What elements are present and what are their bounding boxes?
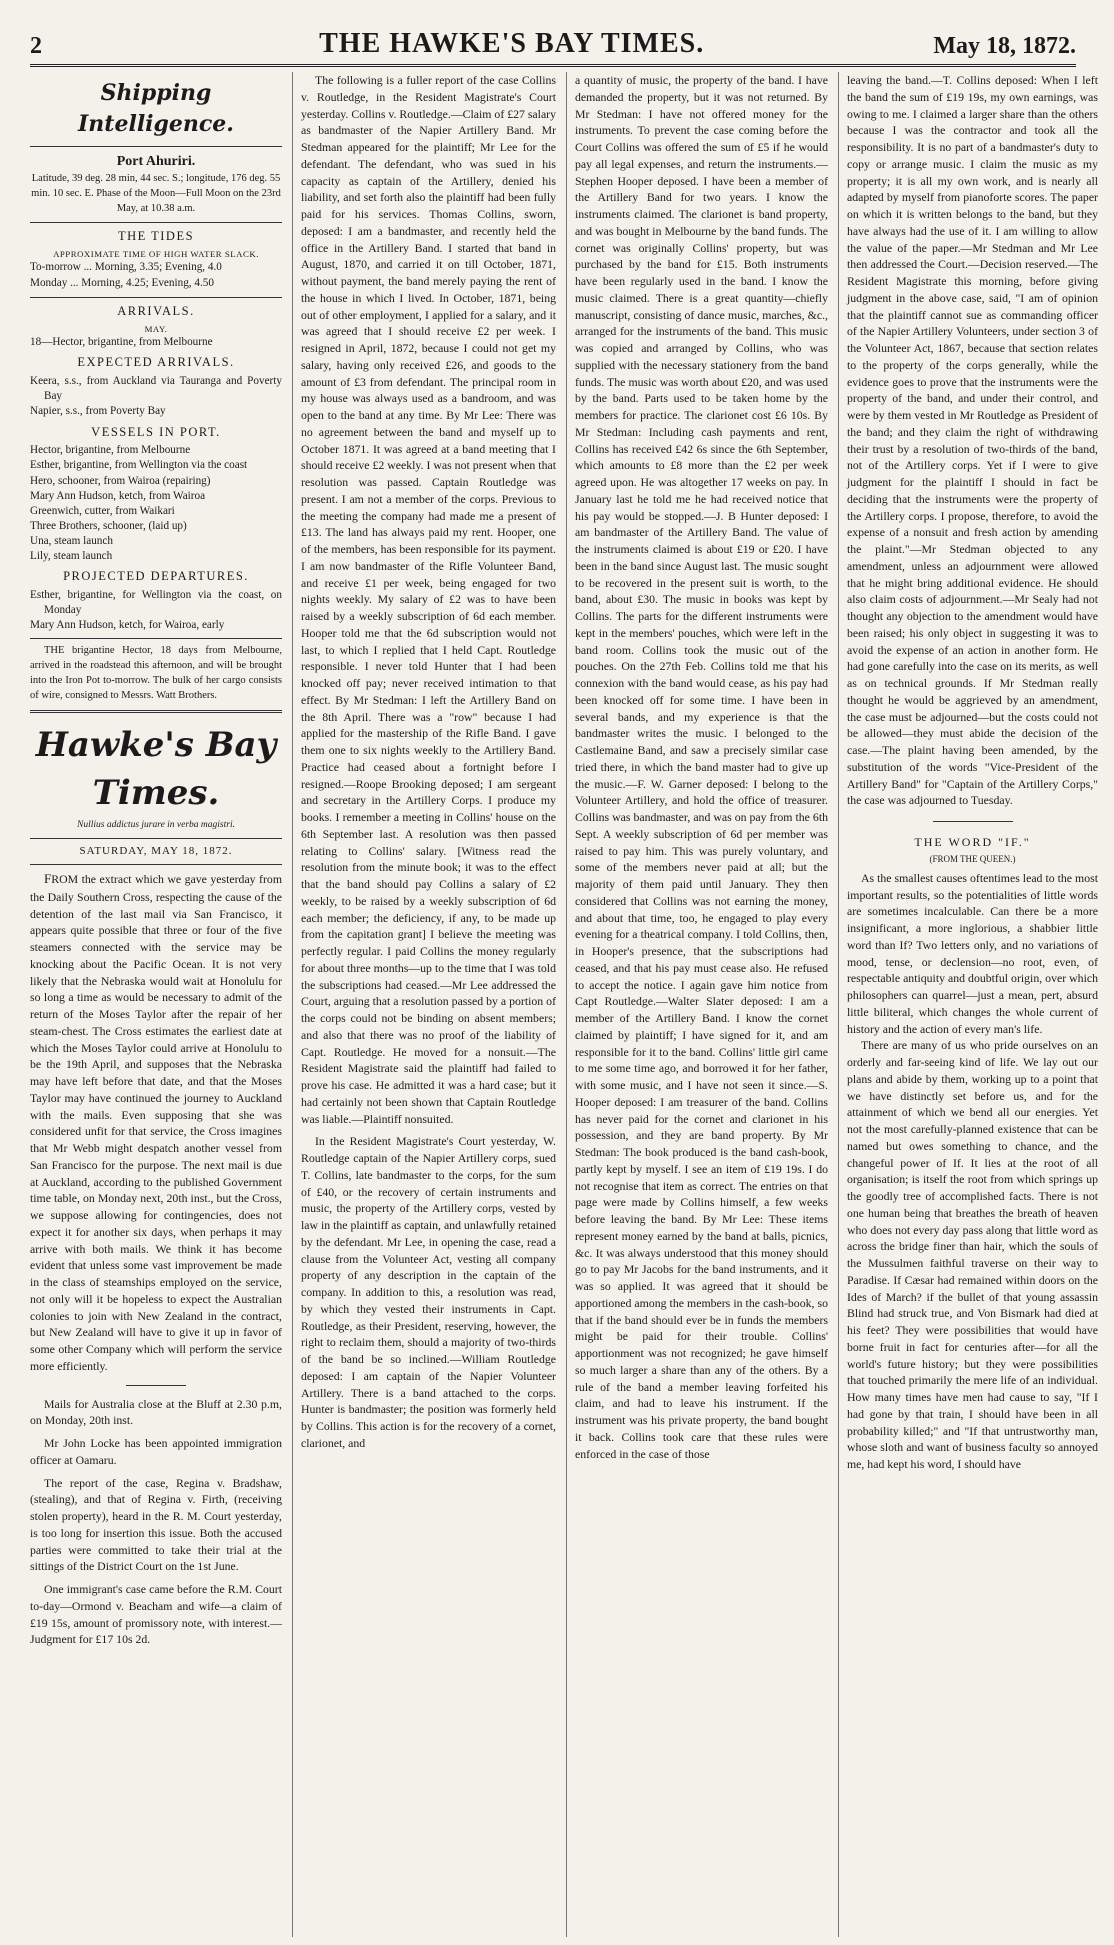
newspaper-title: THE HAWKE'S BAY TIMES.: [319, 28, 705, 59]
list-item: Esther, brigantine, for Wellington via the coast, on Monday: [30, 588, 282, 617]
editorial-dateline: SATURDAY, MAY 18, 1872.: [79, 844, 233, 857]
tides-subtitle: APPROXIMATE TIME OF HIGH WATER SLACK.: [53, 248, 259, 259]
court-report-paragraph: leaving the band.—T. Collins deposed: When I left the band the sum of £19 19s, my own earnings, was owing to me. I claimed a larger share than the others because I was the contractor and took all the responsibility. It is no part of a bandmaster's duty to copy or arrange music. I claim the music as my property; it is all my own work, and is nearly all adapted by myself from pianoforte scores. The paper on which it is written belongs to the band, but they have always had the use of it. I am willing to allow the value of the paper.—Mr Stedman and Mr Lee then addressed the Court.—Decision reserved.—The Resident Magistrate this morning, before giving judgment in the above case, said, "I am of opinion that the plaintiff cannot sue as commanding officer of the Napier Artillery Volunteers, under section 3 of the Volunteer Act, 1867, because that section relates to the property of the corps generally, while the evidence goes to prove that the instruments were the property of the band, and under their control, and were by them vested in Mr Routledge as President of the band; and they claim the right of withdrawing their trust by a resolution of two-thirds of the band, not of the Artillery corps. Yet if I were to give judgment for the plaintiff I should in fact be deciding that the instruments were the property of the Artillery corps. I propose, therefore, to avoid the expense of a nonsuit and fresh action by amending the plaint."—Mr Stedman objected to any amendment, unless an adjournment were allowed that he might bring additional evidence. He should also claim costs of adjournment.—Mr Sealy had not thought any objection to the amendment would have been raised; his only object in suggesting it was to avoid the expense of an action in another form. He had gone carefully into the case on its merits, as well as on technical grounds. If Mr Stedman really thought he would be aggrieved by an amendment, the case must be adjourned—but the costs could not be allowed—they must abide the decision of the case.—The plaint having been amended, by the substitution of the words "Vice-President of the Artillery Band" for "Captain of the Artillery Corps," the case was adjourned to Tuesday.: [847, 73, 1098, 808]
article-title: THE WORD "IF.": [914, 835, 1031, 849]
article-paragraph: There are many of us who pride ourselves on an orderly and far-seeing kind of life. We lay out our plans and abide by them, working up to a point that we have distinctly set before us, and for the attainment of which we bend all our energies. Yet not the most carefully-planned existence that can be named but owes something to chance, and the changeful power of If. It lies at the root of all organisation; is itself the root from which springs up the goodly tree of accomplished facts. There is not one human being that breathes the breath of heaven who does not every day pass along that little word as across the bridge finer than hair, which the souls of the Mussulmen faithful traverse on their way to Paradise. If Cæsar had remained within doors on the Ides of March? if the bullet of that young assassin Blind had struck true, and Von Bismark had died at his feet? They were possibilities that would have borne fruit in fact for centuries after—for all the world's future history; but they were possibilities that touched primarily the mere life of an individual. How many times have men had cause to say, "If I had gone by that train, I should have been in all probability killed;" and "If that untrustworthy man, whose sloth and want of business faculty so annoyed me, had kept his word, I should have: [847, 1038, 1098, 1472]
column-1: [30, 72, 282, 1937]
divider: [30, 222, 282, 223]
expected-title: EXPECTED ARRIVALS.: [77, 355, 235, 370]
divider: [30, 146, 282, 147]
list-item: Una, steam launch: [30, 534, 113, 547]
departures-list: [30, 588, 282, 633]
masthead: [30, 22, 1076, 67]
column-2: [292, 72, 556, 1937]
list-item: Hector, brigantine, from Melbourne: [30, 444, 191, 457]
list-item: Lily, steam launch: [30, 550, 113, 563]
page-number: 2: [30, 33, 42, 59]
column-3: [566, 72, 828, 1937]
tide-row: Monday ... Morning, 4.25; Evening, 4.50: [30, 277, 214, 290]
news-note: Mails for Australia close at the Bluff at 2.30 p.m, on Monday, 20th inst.: [30, 1396, 282, 1428]
list-item: Esther, brigantine, from Wellington via the coast: [30, 459, 248, 472]
list-item: 18—Hector, brigantine, from Melbourne: [30, 336, 213, 349]
list-item: Napier, s.s., from Poverty Bay: [30, 405, 166, 418]
article-source: (FROM THE QUEEN.): [929, 854, 1016, 865]
tide-row: To-morrow ... Morning, 3.35; Evening, 4.0: [30, 261, 222, 274]
departures-title: PROJECTED DEPARTURES.: [63, 569, 249, 584]
divider: [30, 864, 282, 865]
shipping-title: Shipping Intelligence.: [78, 80, 234, 138]
motto: Nullius addictus jurare in verba magistri.: [77, 820, 235, 831]
court-report-paragraph: The following is a fuller report of the case Collins v. Routledge, in the Resident Magistrate's Court yesterday. Collins v. Routledge.—Claim of £27 salary as bandmaster of the Napier Artillery Band. Mr Stedman appeared for the plaintiff; Mr Lee for the defendant. The defendant, who was sued in his capacity as captain of the Artillery, denied his liability, and set forth also the plaintiff had been fully paid for his services. Thomas Collins, sworn, deposed: I am a bandmaster, and recently held the office in the Artillery Band. I started that band in August, 1870, and carried it on till October, 1871, without payment, the band merely paying the rent of the house in which I lived. In October, 1871, being out of other employment, I applied for a salary, and it was agreed that I should receive £2 per week. I resigned in April, 1872, because I could not get my salary, having only received £26, and goods to the amount of £3 from defendant. The principal room in my house was always used as a bandroom, and was open to the band at any time. By Mr Lee: There was no agreement between the band and myself up to October 1871. It was agreed at a band meeting that I should receive £2 weekly. I was not present when that resolution was passed. Captain Routledge was present. I am not a member of the corps. Previous to the meeting the company had made me a present of £13. The land has always paid my rent. Hooper, one of the members, has been responsible for its payment. I am now bandmaster of the Rifle Volunteer Band, and receive £1 per week, being engaged for two nights weekly. My salary of £2 was to have been raised by a weekly subscription of 6d each member. Hooper told me that the 6d subscription would not last, to which I replied that I held Capt. Routledge responsible. I never told Hunter that I had been knocked off pay; never received intimation to that effect. By Mr Stedman: I left the Artillery Band on the 8th April. There was a "row" because I had applied for the mastership of the Rifle Band. I gave them one to six nights weekly to the Artillery Band. Practice had ceased about a fortnight before I resigned.—Roope Brooking deposed; I am sergeant and secretary in the Artillery Corps. I produce my books. I remember a meeting in Collins' house on the 6th September last. A resolution was then passed relating to Collins' salary. [Witness read the resolution from the minute book; it was to the effect that the band should pay Collins a salary of £2 weekly, to be raised by a weekly subscription of 6d each member; the deficiency, if any, to be made up from the capitation grant] I believe the meeting was perfectly regular. I paid Collins the money regularly for about three months—up to the time that I was told the subscriptions had ceased.—Mr Lee addressed the Court, arguing that a resolution passed by a portion of the corps could not be binding on absent members; and also that there was no proof of the liability of Capt. Routledge. He moved for a nonsuit.—The Resident Magistrate said the plaintiff had failed to prove his case. He admitted it was a hard case; but it had certainly not been shown that Captain Routledge was liable.—Plaintiff nonsuited.: [301, 73, 556, 1126]
divider: [933, 821, 1013, 822]
court-report-paragraph: a quantity of music, the property of the band. I have demanded the property, but it was not returned. By Mr Stedman: I have not offered money for the instruments. To prevent the case coming before the Court Collins was offered the sum of £5 if he would pay all legal expenses, and return the instruments.—Stephen Hooper deposed. I have been a member of the Artillery Band for two years. I know the instruments claimed. The clarionet is band property, and was bought in Melbourne by the band funds. The cornet was originally Collins' property, but was purchased by the band for £15. Both instruments have been regularly used in the band. I know the music claimed. There is a great quantity—chiefly manuscript, consisting of dance music, marches, &c., arranged for the instruments of the band. This music was copied and arranged by Collins, who was supplied with the necessary stationery from the band funds. The music was worth about £20, and was used by the band. Parts used to be taken home by the members for practice. The clarionet cost £6 10s. By Mr Stedman: Including cash payments and rent, Collins has received £42 6s since the 6th September, which amounts to £8 more than the £2 per week agreed upon. He was altogether 17 weeks on pay. In January last he told me he had received notice that his pay would be stopped.—J. B Hunter deposed: I am bandmaster of the Artillery Band. The value of the instruments claimed is about £19 or £20. I have been in the band since August last. The music sought to be recovered in the present suit is worth, to the band, about £30. The music in books was kept by Collins. The parts for the different instruments were kept in the members' pouches, which were left in the band room. Collins took the music out of the pouches. On the 27th Feb. Collins told me that his connexion with the band would cease, as his pay had been knocked off for some time. I have been in several bands, and my experience is that the bandmaster writes the music. I belonged to the Castlemaine Band, and saw a precisely similar case tried there, in which the band master had to give up the music.—F. W. Garner deposed: I belong to the Volunteer Artillery, and hold the office of treasurer. Collins was bandmaster, and was on pay from the 6th Sept. A weekly subscription of 6d per member was raised to pay him. This was purely voluntary, and some of the members never paid at all; but the majority of them paid until January. They then considered that Collins was not earning the money, and about that time, too, he engaged to play every evening for a theatrical company. I told Collins, then, in Hooper's presence, that the subscriptions had ceased, and that his pay must cease also. He refused to accept the notice. I again gave him notice from Capt Routledge.—Walter Slater deposed: I am a member of the Artillery Band. I know the cornet claimed by plaintiff; I have signed for it, and am responsible for it to the band. Collins' little girl came to me some time ago, and borrowed it for her father, with some music, and I have not seen it since.—S. Hooper deposed: I am treasurer of the band. Collins has never paid for the cornet and clarionet in his possession, and they are band property. By Mr Stedman: The book produced is the band cash-book, partly kept by myself. I see an item of £19 19s. I do not recognise that item as correct. The entries on that page were made by Collins himself, a few weeks before leaving the band. By Mr Lee: These items represent money earned by the band at balls, picnics, &c. It was always understood that this money should go to pay Mr Jacobs for the band instruments, and it was so applied. It was agreed that it should be apportioned among the members in the cash-book, so that if the band should ever be in funds the members might be paid for their trouble. Collins' apportionment was not recognized; he gave himself so much larger a share than any of the others. By a rule of the band a member leaving forfeited his claim, and had to leave his instrument. If the instrument was his private property, the band bought it back. Collins took care that these rules were enforced in the case of those: [575, 73, 828, 1461]
divider: [30, 710, 282, 713]
list-item: Hero, schooner, from Wairoa (repairing): [30, 474, 211, 487]
port-info: Latitude, 39 deg. 28 min, 44 sec. S.; longitude, 176 deg. 55 min. 10 sec. E. Phase of the Moon—Full Moon on the 23rd May, at 10.38 a.m.: [31, 173, 281, 215]
news-note: The report of the case, Regina v. Bradshaw, (stealing), and that of Regina v. Firth, (receiving stolen property), heard in the R. M. Court yesterday, is too long for insertion this issue. Both the accused parties were committed to take their trial at the sittings of the District Court on the 1st June.: [30, 1475, 282, 1574]
list-item: Mary Ann Hudson, ketch, for Wairoa, early: [30, 619, 225, 632]
paper-title: Hawke's Bay Times.: [35, 724, 277, 814]
list-item: Mary Ann Hudson, ketch, from Wairoa: [30, 489, 206, 502]
divider: [30, 838, 282, 839]
list-item: Keera, s.s., from Auckland via Tauranga and Poverty Bay: [30, 375, 282, 403]
news-note: Mr John Locke has been appointed immigration officer at Oamaru.: [30, 1436, 282, 1467]
arrivals-list: [30, 335, 282, 350]
vessels-title: VESSELS IN PORT.: [91, 424, 221, 439]
arrivals-title: ARRIVALS.: [117, 304, 195, 319]
issue-date: May 18, 1872.: [933, 33, 1076, 59]
port-name: Port Ahuriri.: [116, 154, 196, 170]
columns: [30, 72, 1098, 1937]
editorial-text: FROM the extract which we gave yesterday from the Daily Southern Cross, respecting the cause of the detention of the last mail via San Francisco, it appears quite possible that three or four of the five steamers connected with the service may be knocking about the Pacific Ocean. It is not very likely that the Nebraska would wait at Honolulu for so long a time as would be necessary to admit of the return of the Moses Taylor after the repair of her steam-chest. The Cross estimates the earliest date at which the Moses Taylor could arrive at Honolulu to be the 19th April, and supposes that the Nebraska may have left before that date, and that the Moses Taylor may have continued the journey to Auckland with the mails. Even supposing that she was considered unfit for that service, the Cross imagines that Mr Webb might despatch another vessel from San Francisco for the purpose. The next mail is due at Auckland, according to the published Government time table, on Monday next, 20th inst., but the Cross, we suppose allowing for contingencies, does not expect it for another six days, when perhaps it may arrive with both mails. We think it has become evident that unless some vast improvement be made in the class of steamships employed on the service, not only will it be hopeless to expect the Australian colonies to join with New Zealand in the contract, but New Zealand will have to give it up in favor of some other Company which will perform the service more efficiently.: [30, 871, 282, 1373]
list-item: Three Brothers, schooner, (laid up): [30, 519, 187, 532]
expected-list: [30, 374, 282, 419]
divider: [126, 1385, 186, 1386]
news-note: One immigrant's case came before the R.M. Court to-day—Ormond v. Beacham and wife—a claim of £19 15s, amount of promissory note, with interest.—Judgment for £17 10s 2d.: [30, 1582, 282, 1647]
list-item: Greenwich, cutter, from Waikari: [30, 504, 175, 517]
divider: [30, 638, 282, 639]
tides-title: THE TIDES: [117, 229, 195, 244]
court-report-paragraph: In the Resident Magistrate's Court yesterday, W. Routledge captain of the Napier Artillery corps, sued T. Collins, late bandmaster to the corps, for the sum of £40, or the recovery of certain instruments and music, the property of the Artillery corps, vested by law in the plaintiff as captain, and unlawfully retained by the defendant. Mr Lee, in opening the case, read a clause from the Volunteer Act, vesting all company property of any description in the captain of the company. In addition to this, a resolution was read, by which they vested their instruments in Capt. Routledge, as their President, reserving, however, the right to reclaim them, should a majority of two-thirds of the band be so inclined.—William Routledge deposed: I am captain of the Napier Volunteer Artillery. There is a band attached to the corps. Hunter is bandmaster; the position was formerly held by Collins. This action is for the recovery of a cornet, clarionet, and: [301, 1134, 556, 1450]
article-paragraph: As the smallest causes oftentimes lead to the most important results, so the potentialities of little words are sometimes incalculable. Can there be a more insignificant, a more inglorious, a shabbier little word than If? Two letters only, and no variations of mood, tense, or declension—no root, even, of respectable antiquity and doubtful origin, over which philosophers can quarrel—just a mean, pert, absurd little biliteral, which changes the whole current of history and the action of every man's life.: [847, 870, 1098, 1036]
arrivals-month: MAY.: [144, 323, 168, 334]
hector-note: THE brigantine Hector, 18 days from Melbourne, arrived in the roadstead this afternoon, and will be brought into the Iron Pot to-morrow. The bulk of her cargo consists of wire, consigned to Messrs. Watt Brothers.: [30, 645, 282, 701]
vessels-list: [30, 443, 282, 564]
divider: [30, 297, 282, 298]
column-4: [838, 72, 1098, 1937]
